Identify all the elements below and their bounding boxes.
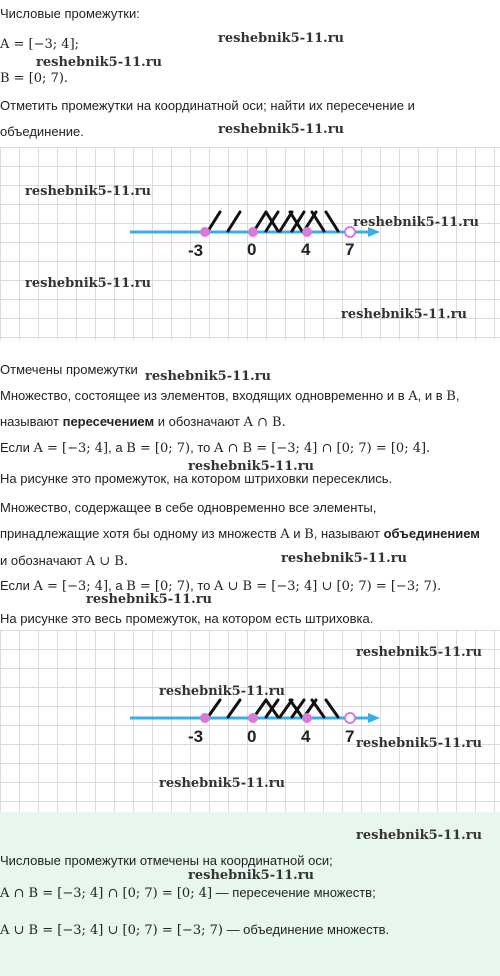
tick-label: -3 — [188, 241, 204, 260]
answer-union: A ∪ B = [−3; 4] ∪ [0; 7) = [−3; 7) — объединение множеств. — [0, 922, 390, 938]
answer-intersection: A ∩ B = [−3; 4] ∩ [0; 7) = [0; 4] — пересечение множеств; — [0, 885, 376, 901]
tick-label: 4 — [301, 727, 311, 746]
watermark: reshebnik5-11.ru — [356, 736, 483, 751]
tick-label: -3 — [188, 727, 204, 746]
tick-label: 7 — [345, 240, 355, 259]
watermark: reshebnik5-11.ru — [218, 122, 345, 137]
intersection-def-line-2: называют пересечением и обозначают A ∩ B. — [0, 414, 286, 430]
watermark: reshebnik5-11.ru — [159, 776, 286, 791]
watermark: reshebnik5-11.ru — [188, 868, 315, 883]
watermark: reshebnik5-11.ru — [25, 184, 152, 199]
union-def-line-3: и обозначают A ∪ B. — [0, 553, 128, 569]
watermark: reshebnik5-11.ru — [353, 215, 480, 230]
watermark: reshebnik5-11.ru — [36, 55, 163, 70]
watermark: reshebnik5-11.ru — [188, 459, 315, 474]
watermark: reshebnik5-11.ru — [86, 592, 213, 607]
watermark: reshebnik5-11.ru — [159, 684, 286, 699]
tick-label: 0 — [247, 727, 257, 746]
answer-intro: Числовые промежутки отмечены на координатной оси; — [0, 853, 333, 868]
intersection-def-line-1: Множество, состоящее из элементов, входящих одновременно и в A, и в B, — [0, 388, 460, 404]
set-b: B = [0; 7). — [0, 71, 69, 86]
union-def-line-1: Множество, содержащее в себе одновременно все элементы, — [0, 500, 377, 515]
section-title: Числовые промежутки: — [0, 6, 140, 21]
watermark: reshebnik5-11.ru — [356, 645, 483, 660]
watermark: reshebnik5-11.ru — [25, 276, 152, 291]
tick-label: 4 — [301, 240, 311, 259]
set-a: A = [−3; 4]; — [0, 37, 80, 52]
watermark: reshebnik5-11.ru — [218, 31, 345, 46]
watermark: reshebnik5-11.ru — [281, 551, 408, 566]
union-def-line-2: принадлежащие хотя бы одному из множеств A и B, называют объединением — [0, 526, 480, 542]
union-example: Если A = [−3; 4], а B = [0; 7), то A ∪ B = [−3; 4] ∪ [0; 7) = [−3; 7). — [0, 578, 442, 594]
union-note: На рисунке это весь промежуток, на котором есть штриховка. — [0, 611, 374, 626]
tick-label: 0 — [247, 240, 257, 259]
task-line-2: объединение. — [0, 124, 84, 139]
watermark: reshebnik5-11.ru — [356, 828, 483, 843]
intersection-example: Если A = [−3; 4], а B = [0; 7), то A ∩ B = [−3; 4] ∩ [0; 7) = [0; 4]. — [0, 440, 431, 456]
intersection-note: На рисунке это промежуток, на котором штриховки пересеклись. — [0, 471, 393, 486]
watermark: reshebnik5-11.ru — [341, 307, 468, 322]
watermark: reshebnik5-11.ru — [145, 369, 272, 384]
marked-text: Отмечены промежутки — [0, 362, 138, 377]
task-line-1: Отметить промежутки на координатной оси; найти их пересечение и — [0, 98, 415, 113]
tick-label: 7 — [345, 727, 355, 746]
